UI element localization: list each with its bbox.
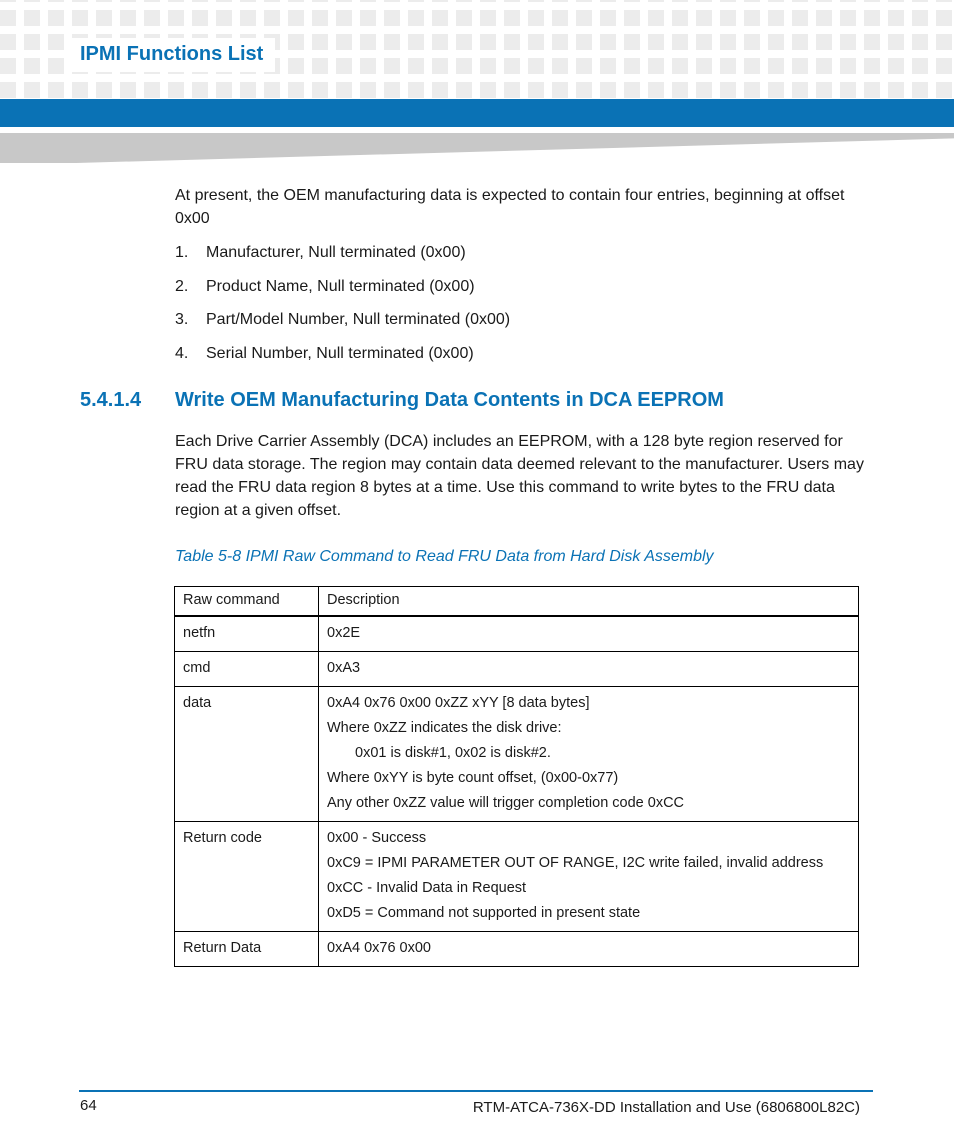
list-item-number: 3. [175,311,189,328]
description-line: 0xA4 0x76 0x00 0xZZ xYY [8 data bytes] [327,695,590,711]
row-description [319,687,859,822]
raw-command-table [174,586,859,967]
footer-rule [79,1090,873,1092]
section-title: Write OEM Manufacturing Data Contents in DCA EEPROM [175,389,724,411]
list-item-text: Product Name, Null terminated (0x00) [206,277,475,295]
table-header-row [175,587,859,617]
header-blue-bar [0,99,954,127]
table-caption: Table 5-8 IPMI Raw Command to Read FRU Data from Hard Disk Assembly [175,548,714,565]
list-item [175,308,510,342]
page-number: 64 [80,1097,97,1114]
chapter-title: IPMI Functions List [68,38,275,72]
description-line: 0x01 is disk#1, 0x02 is disk#2. [355,745,551,761]
intro-paragraph: At present, the OEM manufacturing data is expected to contain four entries, beginning at offset 0x00 [175,187,845,227]
row-description [319,932,859,967]
description-line: 0xA4 0x76 0x00 [327,940,431,956]
header-gray-wedge [0,133,954,163]
row-label: Return Data [175,932,319,967]
table-header-cell: Raw command [175,587,319,617]
entries-list [175,241,510,375]
list-item-number: 1. [175,244,189,261]
section-paragraph: Each Drive Carrier Assembly (DCA) includes an EEPROM, with a 128 byte region reserved for FRU data storage. The region may contain data deemed relevant to the manufacturer. Users may read the FRU data region 8 bytes at a time. Use this command to write bytes to the FRU data region at a given offset. [175,433,864,519]
section-heading [80,389,724,412]
list-item-text: Part/Model Number, Null terminated (0x00) [206,311,511,328]
list-item-text: Manufacturer, Null terminated (0x00) [206,244,466,261]
description-line: Where 0xZZ indicates the disk drive: [327,720,562,736]
table-row [175,932,859,967]
description-line: 0x2E [327,625,361,641]
list-item-number: 4. [175,344,189,362]
table-row [175,687,859,822]
list-item [175,342,510,376]
document-reference: RTM-ATCA-736X-DD Installation and Use (6806800L82C) [472,1099,860,1116]
table-header-cell: Description [319,587,859,617]
section-number: 5.4.1.4 [80,389,142,411]
description-line: Where 0xYY is byte count offset, (0x00-0x77) [327,770,619,786]
row-label: data [175,687,319,822]
description-line: Any other 0xZZ value will trigger completion code 0xCC [327,795,685,811]
list-item [175,241,510,275]
table-row [175,652,859,687]
description-line: 0xA3 [327,660,361,676]
description-line: 0xD5 = Command not supported in present state [327,905,641,921]
row-description [319,652,859,687]
description-line: 0xC9 = IPMI PARAMETER OUT OF RANGE, I2C write failed, invalid address [327,855,824,871]
table-row [175,616,859,652]
description-line: 0x00 - Success [327,830,427,846]
row-label: netfn [175,616,319,652]
description-line: 0xCC - Invalid Data in Request [327,880,527,896]
list-item-text: Serial Number, Null terminated (0x00) [206,344,474,362]
table-row [175,822,859,932]
row-label: cmd [175,652,319,687]
list-item-number: 2. [175,277,189,295]
list-item [175,275,510,309]
row-description [319,822,859,932]
row-label: Return code [175,822,319,932]
row-description [319,616,859,652]
